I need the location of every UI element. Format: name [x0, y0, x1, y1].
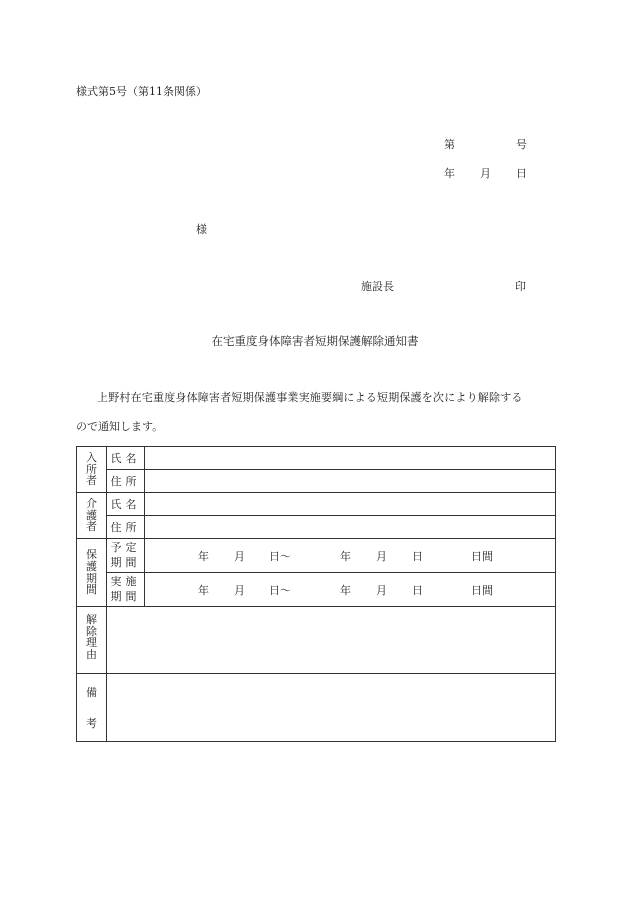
actual-label-bottom: 期間 — [110, 589, 141, 603]
table-row — [77, 470, 556, 493]
planned-end-month: 月 — [376, 549, 387, 563]
table-row — [77, 493, 556, 516]
planned-end-year: 年 — [340, 549, 351, 563]
planned-label-bottom: 期間 — [110, 555, 141, 569]
date-day-label: 日 — [516, 167, 527, 180]
resident-group-label — [77, 447, 107, 493]
actual-start-month: 月 — [234, 583, 245, 597]
group-char: 理 — [86, 636, 97, 650]
remarks-group-label — [77, 674, 107, 742]
facility-director-label: 施設長 — [361, 280, 394, 293]
form-number: 様式第5号（第11条関係） — [76, 85, 207, 98]
reason-group-label — [77, 607, 107, 674]
notice-table — [76, 446, 556, 742]
resident-name-field[interactable] — [145, 447, 556, 470]
group-char: 間 — [86, 583, 97, 597]
actual-period-field[interactable] — [145, 573, 556, 607]
caregiver-name-field[interactable] — [145, 493, 556, 516]
document-number-suffix: 号 — [516, 138, 527, 151]
document-title — [0, 336, 630, 348]
document-number-prefix: 第 — [444, 138, 455, 151]
actual-period-label — [107, 573, 145, 607]
group-char: 護 — [86, 559, 97, 573]
planned-label-top: 予定 — [110, 541, 141, 555]
reason-field[interactable] — [107, 607, 556, 674]
group-char: 備 — [86, 686, 97, 699]
resident-address-label: 住所 — [107, 470, 145, 493]
group-char: 介 — [86, 497, 97, 511]
group-char: 考 — [86, 717, 97, 730]
date-year-label: 年 — [444, 167, 455, 180]
caregiver-name-label: 氏名 — [107, 493, 145, 516]
table-row — [77, 447, 556, 470]
group-char: 由 — [86, 647, 97, 661]
planned-end-day: 日 — [412, 549, 423, 563]
actual-start-day: 日〜 — [269, 583, 291, 597]
group-char: 保 — [86, 548, 97, 562]
resident-address-field[interactable] — [145, 470, 556, 493]
table-row — [77, 539, 556, 573]
date-month-label: 月 — [480, 167, 491, 180]
document-title-text: 在宅重度身体障害者短期保護解除通知書 — [211, 334, 419, 348]
group-char: 所 — [86, 462, 97, 476]
group-char: 期 — [86, 571, 97, 585]
addressee-honorific: 様 — [196, 223, 207, 236]
group-char: 護 — [86, 508, 97, 522]
planned-period-field[interactable] — [145, 539, 556, 573]
remarks-field[interactable] — [107, 674, 556, 742]
actual-end-year: 年 — [340, 583, 351, 597]
group-char: 者 — [86, 474, 97, 488]
protection-period-group-label — [77, 539, 107, 607]
group-char: 除 — [86, 624, 97, 638]
group-char: 入 — [86, 451, 97, 465]
table-row — [77, 674, 556, 742]
table-row — [77, 607, 556, 674]
group-char: 者 — [86, 520, 97, 534]
body-text-line-1: 上野村在宅重度身体障害者短期保護事業実施要綱による短期保護を次により解除する — [97, 391, 523, 404]
body-text-line-2: ので通知します。 — [76, 420, 164, 433]
table-row — [77, 516, 556, 539]
planned-start-month: 月 — [234, 549, 245, 563]
planned-start-year: 年 — [198, 549, 209, 563]
caregiver-group-label — [77, 493, 107, 539]
actual-label-top: 実施 — [110, 575, 141, 589]
planned-period-label — [107, 539, 145, 573]
group-char: 解 — [86, 613, 97, 626]
table-row — [77, 573, 556, 607]
caregiver-address-label: 住所 — [107, 516, 145, 539]
actual-start-year: 年 — [198, 583, 209, 597]
actual-end-month: 月 — [376, 583, 387, 597]
resident-name-label: 氏名 — [107, 447, 145, 470]
caregiver-address-field[interactable] — [145, 516, 556, 539]
actual-days: 日間 — [471, 583, 493, 597]
planned-days: 日間 — [471, 549, 493, 563]
actual-end-day: 日 — [412, 583, 423, 597]
seal-label: 印 — [515, 280, 526, 293]
planned-start-day: 日〜 — [269, 549, 291, 563]
